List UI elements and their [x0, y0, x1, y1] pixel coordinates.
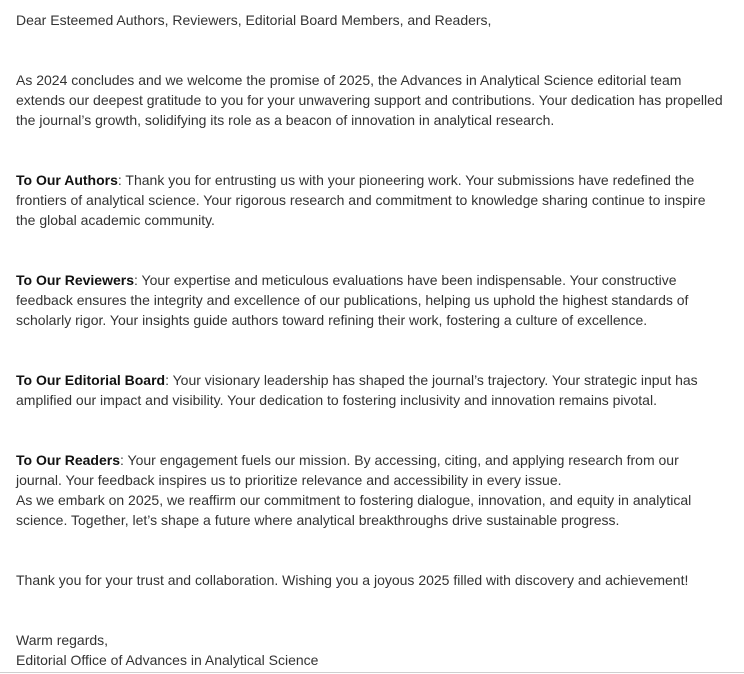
readers-line: science. Together, let’s shape a future where analytical breakthroughs drive sustainable progress.: [16, 512, 620, 528]
readers-heading: To Our Readers: [16, 452, 120, 468]
letter-body: [16, 10, 736, 670]
readers-line: [16, 450, 736, 470]
board-text: : Your visionary leadership has shaped the journal’s trajectory. Your strategic input has: [165, 372, 698, 388]
board-line: [16, 370, 736, 390]
reviewers-heading: To Our Reviewers: [16, 272, 135, 288]
paragraph-gap: [16, 330, 736, 370]
thanks-line: Thank you for your trust and collaboration. Wishing you a joyous 2025 filled with discovery and achievement!: [16, 572, 689, 588]
paragraph-gap: [16, 410, 736, 450]
reviewers-line: scholarly rigor. Your insights guide authors toward refining their work, fostering a culture of excellence.: [16, 312, 648, 328]
readers-line: As we embark on 2025, we reaffirm our commitment to fostering dialogue, innovation, and equity in analytical: [16, 492, 692, 508]
intro-paragraph: [16, 70, 736, 130]
authors-paragraph: [16, 170, 736, 230]
readers-text: : Your engagement fuels our mission. By accessing, citing, and applying research from our: [120, 452, 679, 468]
salutation: Dear Esteemed Authors, Reviewers, Editorial Board Members, and Readers,: [16, 12, 492, 28]
board-heading: To Our Editorial Board: [16, 372, 166, 388]
reviewers-line: feedback ensures the integrity and excellence of our publications, helping us uphold the highest standards of: [16, 292, 689, 308]
board-paragraph: [16, 370, 736, 410]
reviewers-paragraph: [16, 270, 736, 330]
paragraph-gap: [16, 130, 736, 170]
reviewers-line: [16, 270, 736, 290]
authors-text: : Thank you for entrusting us with your pioneering work. Your submissions have redefined the: [117, 172, 695, 188]
intro-line: extends our deepest gratitude to you for your unwavering support and contributions. Your dedication has propelled: [16, 92, 723, 108]
readers-paragraph: [16, 450, 736, 530]
paragraph-gap: [16, 530, 736, 570]
bottom-divider: [0, 672, 744, 673]
signature: Editorial Office of Advances in Analytical Science: [16, 652, 319, 668]
authors-heading: To Our Authors: [16, 172, 118, 188]
intro-line: the journal’s growth, solidifying its role as a beacon of innovation in analytical research.: [16, 112, 555, 128]
paragraph-gap: [16, 230, 736, 270]
authors-line: [16, 170, 736, 190]
intro-line: As 2024 concludes and we welcome the promise of 2025, the Advances in Analytical Science editorial team: [16, 72, 682, 88]
reviewers-text: : Your expertise and meticulous evaluations have been indispensable. Your constructive: [134, 272, 677, 288]
paragraph-gap: [16, 590, 736, 630]
board-line: amplified our impact and visibility. Your dedication to fostering inclusivity and innovation remains pivotal.: [16, 392, 657, 408]
paragraph-gap: [16, 30, 736, 70]
readers-line: journal. Your feedback inspires us to prioritize relevance and accessibility in every issue.: [16, 472, 562, 488]
closing: Warm regards,: [16, 632, 109, 648]
authors-line: frontiers of analytical science. Your rigorous research and commitment to knowledge sharing continue to inspire: [16, 192, 706, 208]
authors-line: the global academic community.: [16, 212, 215, 228]
